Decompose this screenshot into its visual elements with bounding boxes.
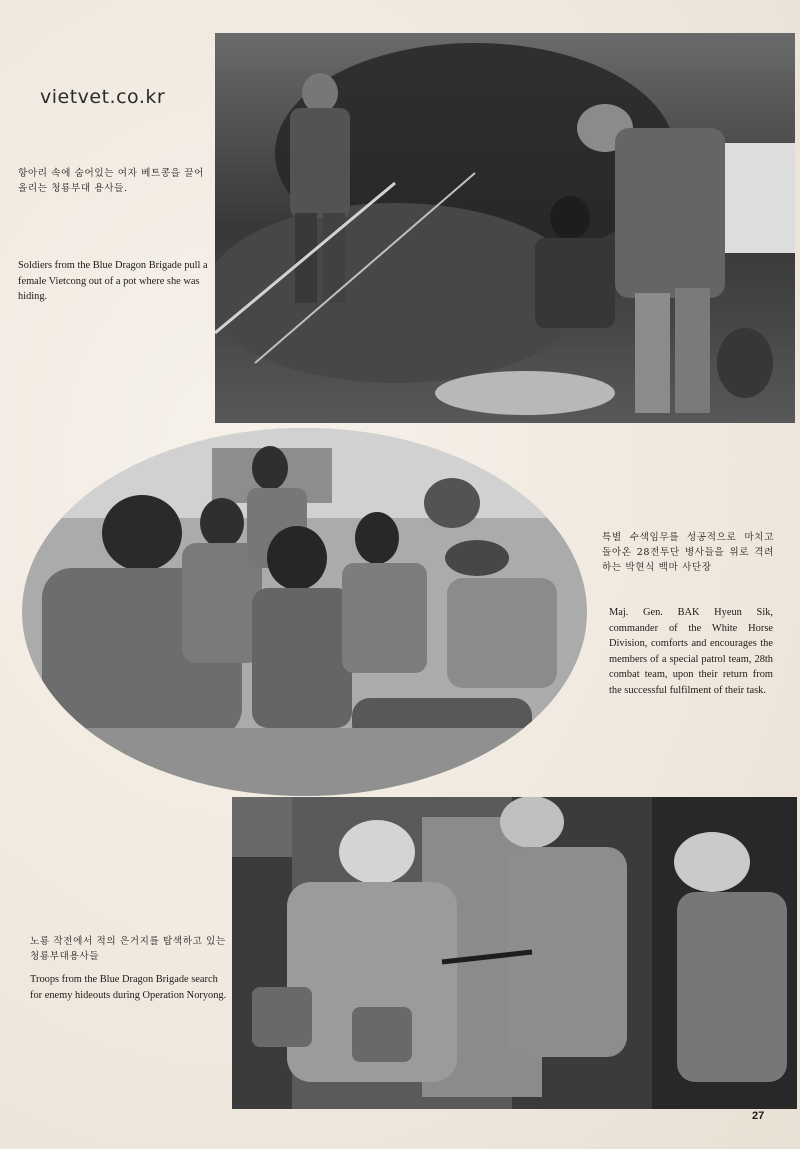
photo-soldiers-pot	[215, 33, 795, 423]
photo-troops-hideout	[232, 797, 797, 1109]
caption-1-korean: 항아리 속에 숨어있는 여자 베트콩을 끌어올리는 청룡부대 용사들.	[18, 168, 204, 194]
site-watermark: vietvet.co.kr	[40, 86, 166, 108]
caption-2-english: Maj. Gen. BAK Hyeun Sik, commander of the White Horse Division, comforts and encourages the members of a special patrol team, 28th combat team, upon their return from the successful fulfilment of their task.	[609, 607, 773, 696]
caption-1-english: Soldiers from the Blue Dragon Brigade pull a female Vietcong out of a pot where she was hiding.	[18, 260, 208, 302]
caption-3-korean: 노룡 작전에서 적의 은거지를 탐색하고 있는 청룡부대용사들	[30, 936, 226, 962]
page-number: 27	[752, 1110, 765, 1122]
caption-2-korean: 특별 수색임무를 성공적으로 마치고 돌아온 28전투단 병사들을 위로 격려하는 박현식 백마 사단장	[602, 532, 774, 573]
caption-3-english: Troops from the Blue Dragon Brigade search for enemy hideouts during Operation Noryong.	[30, 974, 227, 1001]
photo-general-patrol	[22, 428, 587, 796]
